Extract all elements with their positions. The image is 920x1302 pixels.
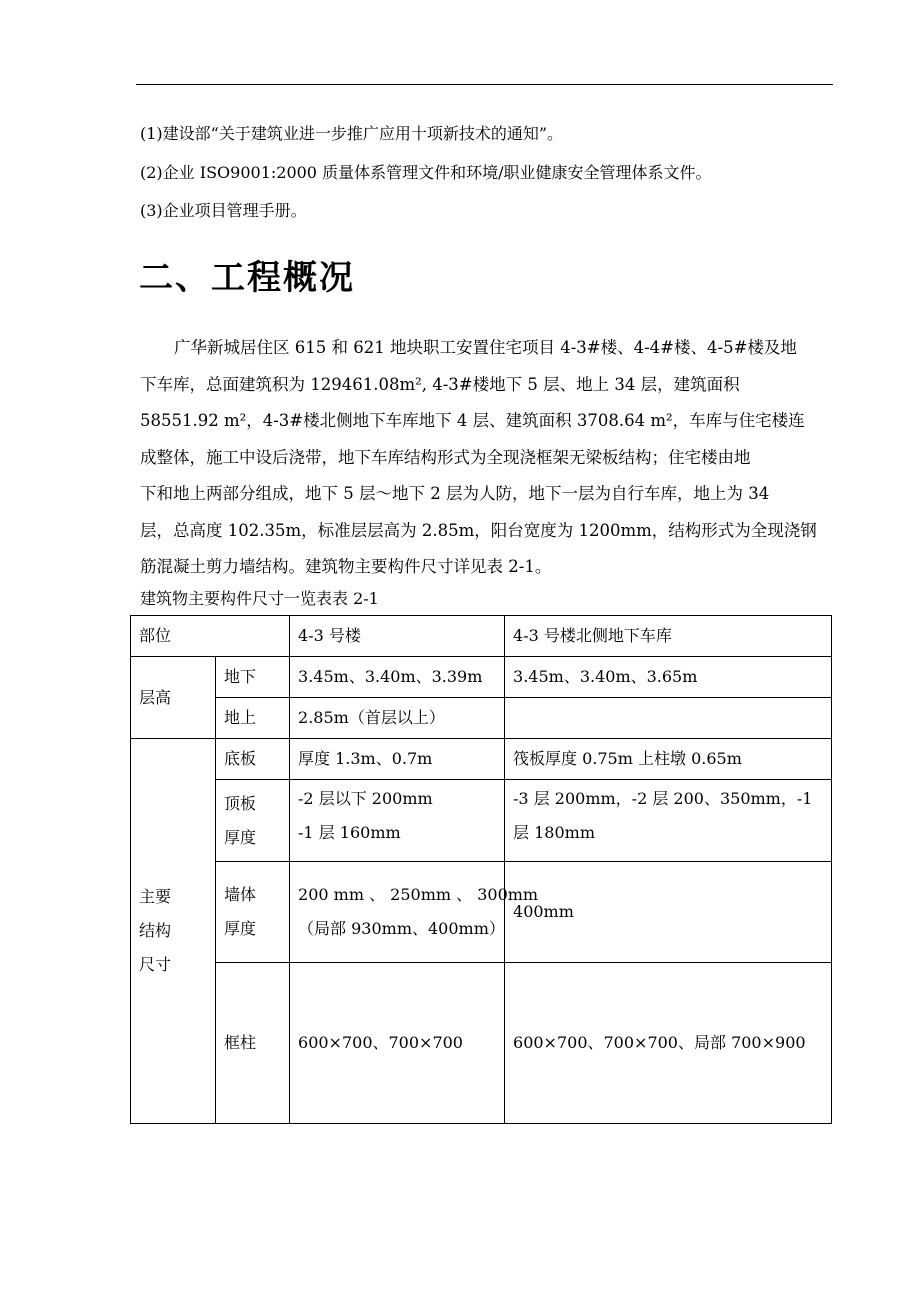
table-row	[131, 657, 832, 698]
overview-line-3: 58551.92 m²，4-3#楼北侧地下车库地下 4 层、建筑面积 3708.64 m²，车库与住宅楼连	[140, 411, 805, 430]
row-sub-label: 框柱	[216, 963, 290, 1124]
header-rule	[136, 84, 833, 85]
sub-label-line: 厚度	[224, 827, 257, 847]
group-label-line: 主要	[139, 887, 172, 906]
table-caption: 建筑物主要构件尺寸一览表表 2-1	[140, 589, 379, 608]
table-row	[131, 739, 832, 780]
cell-line: （局部 930mm、400mm）	[298, 919, 505, 938]
group-label-line: 结构	[139, 921, 172, 940]
cell-garage: 筏板厚度 0.75m 上柱墩 0.65m	[505, 739, 832, 780]
cell-building: 3.45m、3.40m、3.39m	[290, 657, 505, 698]
reference-item-2: (2)企业 ISO9001:2000 质量体系管理文件和环境/职业健康安全管理体系文件。	[140, 163, 712, 182]
cell-line: -2 层以下 200mm	[298, 789, 433, 808]
table-row	[131, 780, 832, 862]
overview-line-2: 下车库，总面建筑积为 129461.08m², 4-3#楼地下 5 层、地上 34 层，建筑面积	[140, 374, 740, 394]
header-location: 部位	[131, 616, 290, 657]
overview-paragraph	[140, 330, 830, 586]
table-row	[131, 963, 832, 1124]
group-label-line: 尺寸	[139, 955, 172, 974]
overview-line-7: 筋混凝土剪力墙结构。建筑物主要构件尺寸详见表 2-1。	[140, 557, 552, 576]
overview-line-1: 广华新城居住区 615 和 621 地块职工安置住宅项目 4-3#楼、4-4#楼、4-5#楼及地	[174, 338, 797, 357]
row-sub-label	[216, 780, 290, 862]
sub-label-line: 顶板	[224, 793, 257, 813]
reference-item-1: (1)建设部“关于建筑业进一步推广应用十项新技术的通知”。	[140, 124, 564, 143]
sub-label-line: 墙体	[224, 885, 257, 904]
cell-garage: 600×700、700×700、局部 700×900	[505, 963, 832, 1124]
component-size-table	[130, 615, 832, 1124]
table-row	[131, 862, 832, 963]
sub-label-line: 厚度	[224, 919, 257, 938]
table-header-row	[131, 616, 832, 657]
header-garage: 4-3 号楼北侧地下车库	[505, 616, 832, 657]
cell-line: 层 180mm	[513, 823, 595, 842]
cell-building	[290, 862, 539, 963]
cell-line: -1 层 160mm	[298, 823, 401, 842]
group-label-floor-height: 层高	[131, 657, 216, 739]
reference-item-3: (3)企业项目管理手册。	[140, 201, 307, 220]
cell-building: 600×700、700×700	[290, 963, 505, 1124]
row-sub-label: 地上	[216, 698, 290, 739]
header-building: 4-3 号楼	[290, 616, 505, 657]
group-label-main-structure	[131, 739, 216, 1124]
cell-garage: 3.45m、3.40m、3.65m	[505, 657, 832, 698]
cell-building: 2.85m（首层以上）	[290, 698, 505, 739]
overview-line-6: 层，总高度 102.35m，标准层层高为 2.85m，阳台宽度为 1200mm，结构形式为全现浇钢	[140, 520, 817, 540]
table-row	[131, 698, 832, 739]
cell-line: -3 层 200mm，-2 层 200、350mm，-1	[513, 789, 813, 808]
row-sub-label	[216, 862, 290, 963]
row-sub-label: 底板	[216, 739, 290, 780]
cell-line: 200 mm 、 250mm 、 300mm	[298, 885, 539, 904]
cell-building: 厚度 1.3m、0.7m	[290, 739, 505, 780]
cell-garage	[505, 780, 832, 862]
row-sub-label: 地下	[216, 657, 290, 698]
cell-garage	[505, 698, 832, 739]
overview-line-4: 成整体，施工中设后浇带，地下车库结构形式为全现浇框架无梁板结构；住宅楼由地	[140, 447, 751, 467]
overview-line-5: 下和地上两部分组成，地下 5 层～地下 2 层为人防，地下一层为自行车库，地上为 34	[140, 484, 770, 503]
cell-garage: 400mm	[505, 862, 832, 963]
section-heading: 二、工程概况	[139, 258, 355, 298]
cell-building	[290, 780, 505, 862]
